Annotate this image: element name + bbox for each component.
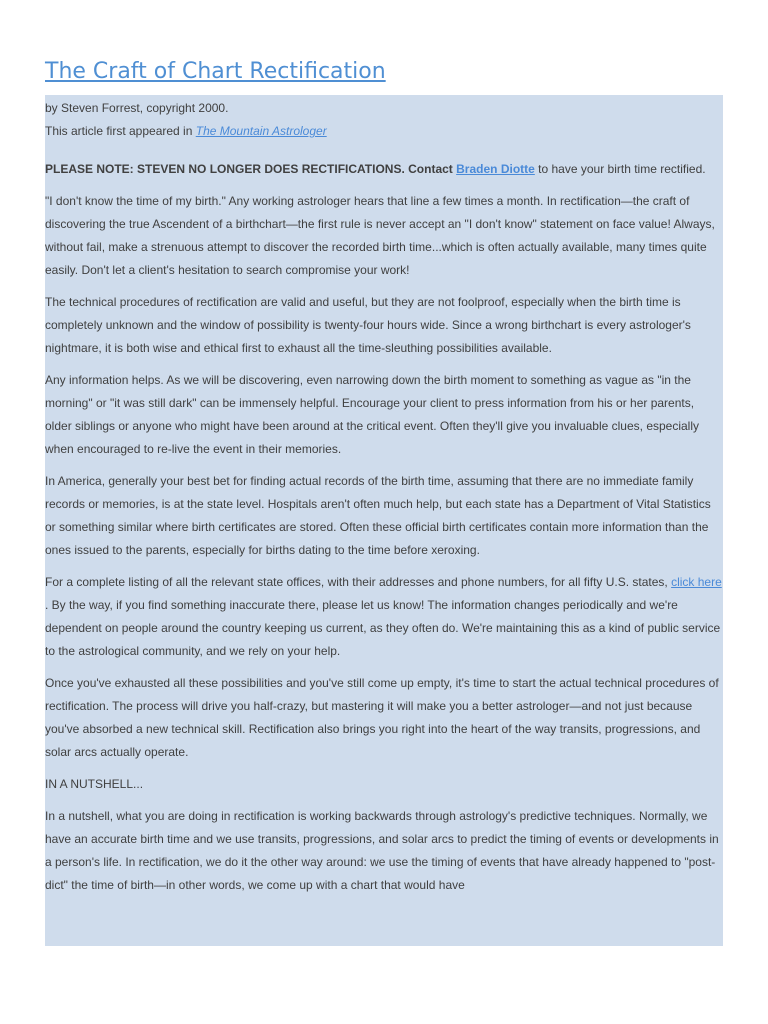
contact-link[interactable]: Braden Diotte (456, 162, 535, 176)
article-title (45, 58, 723, 95)
paragraph-2: The technical procedures of rectification are valid and useful, but they are not foolproof, especially when the birth time is completely unknown and the window of possibility is twenty-four hours wide. Since a wrong birthchart is every astrologer's nightmare, it is both wise and ethical first to exhaust all the time-sleuthing possibilities available. (45, 295, 691, 355)
notice-rest: to have your birth time rectified. (534, 162, 706, 176)
paragraph-4: In America, generally your best bet for finding actual records of the birth time, assuming that there are no immediate family records or memories, is at the state level. Hospitals aren't often much help, but each state has a Department of Vital Statistics or something similar where birth certificates are stored. Often these official birth certificates contain more information than the ones issued to the parents, especially for births dating to the time before xeroxing. (45, 474, 711, 557)
byline: by Steven Forrest, copyright 2000. (45, 101, 229, 115)
notice-paragraph (45, 158, 723, 181)
paragraph-6: Once you've exhausted all these possibilities and you've still come up empty, it's time to start the actual technical procedures of rectification. The process will drive you half-crazy, but mastering it will make you a better astrologer—and not just because you've absorbed a new technical skill. Rectification also brings you right into the heart of the way transits, progressions, and solar arcs actually operate. (45, 676, 719, 759)
paragraph-5-start: For a complete listing of all the relevant state offices, with their addresses and phone numbers, for all fifty U.S. states, (45, 575, 672, 589)
state-offices-link[interactable]: click here (671, 575, 722, 589)
article-body (45, 95, 723, 946)
article-meta (45, 97, 723, 143)
paragraph-7: In a nutshell, what you are doing in rectification is working backwards through astrology's predictive techniques. Normally, we have an accurate birth time and we use transits, progressions, and solar arcs to predict the timing of events or developments in a person's life. In rectification, we do it the other way around: we use the timing of events that have already happened to "post-dict" the time of birth—in other words, we come up with a chart that would have (45, 809, 719, 892)
article-page (45, 0, 723, 946)
appeared-prefix: This article first appeared in (45, 124, 196, 138)
notice-text: PLEASE NOTE: STEVEN NO LONGER DOES RECTIFICATIONS. Contact (45, 162, 457, 176)
paragraph-5-end: . By the way, if you find something inaccurate there, please let us know! The information changes periodically and we're dependent on people around the country keeping us current, as they often do. We're maintaining this as a kind of public service to the astrological community, and we rely on your help. (45, 598, 721, 658)
section-heading: IN A NUTSHELL... (45, 777, 144, 791)
publication-link[interactable]: The Mountain Astrologer (195, 124, 327, 138)
paragraph-5 (45, 571, 723, 663)
paragraph-1: "I don't know the time of my birth." Any working astrologer hears that line a few times a month. In rectification—the craft of discovering the true Ascendent of a birthchart—the first rule is never accept an "I don't know" statement on face value! Always, without fail, make a strenuous attempt to discover the recorded birth time...which is often actually available, many times quite easily. Don't let a client's hesitation to search compromise your work! (45, 194, 715, 277)
article-title-link[interactable]: The Craft of Chart Rectification (45, 59, 386, 84)
paragraph-3: Any information helps. As we will be discovering, even narrowing down the birth moment to something as vague as "in the morning" or "it was still dark" can be immensely helpful. Encourage your client to press information from his or her parents, older siblings or anyone who might have been around at the critical event. Often they'll give you invaluable clues, especially when encouraged to re-live the event in their memories. (45, 373, 700, 456)
